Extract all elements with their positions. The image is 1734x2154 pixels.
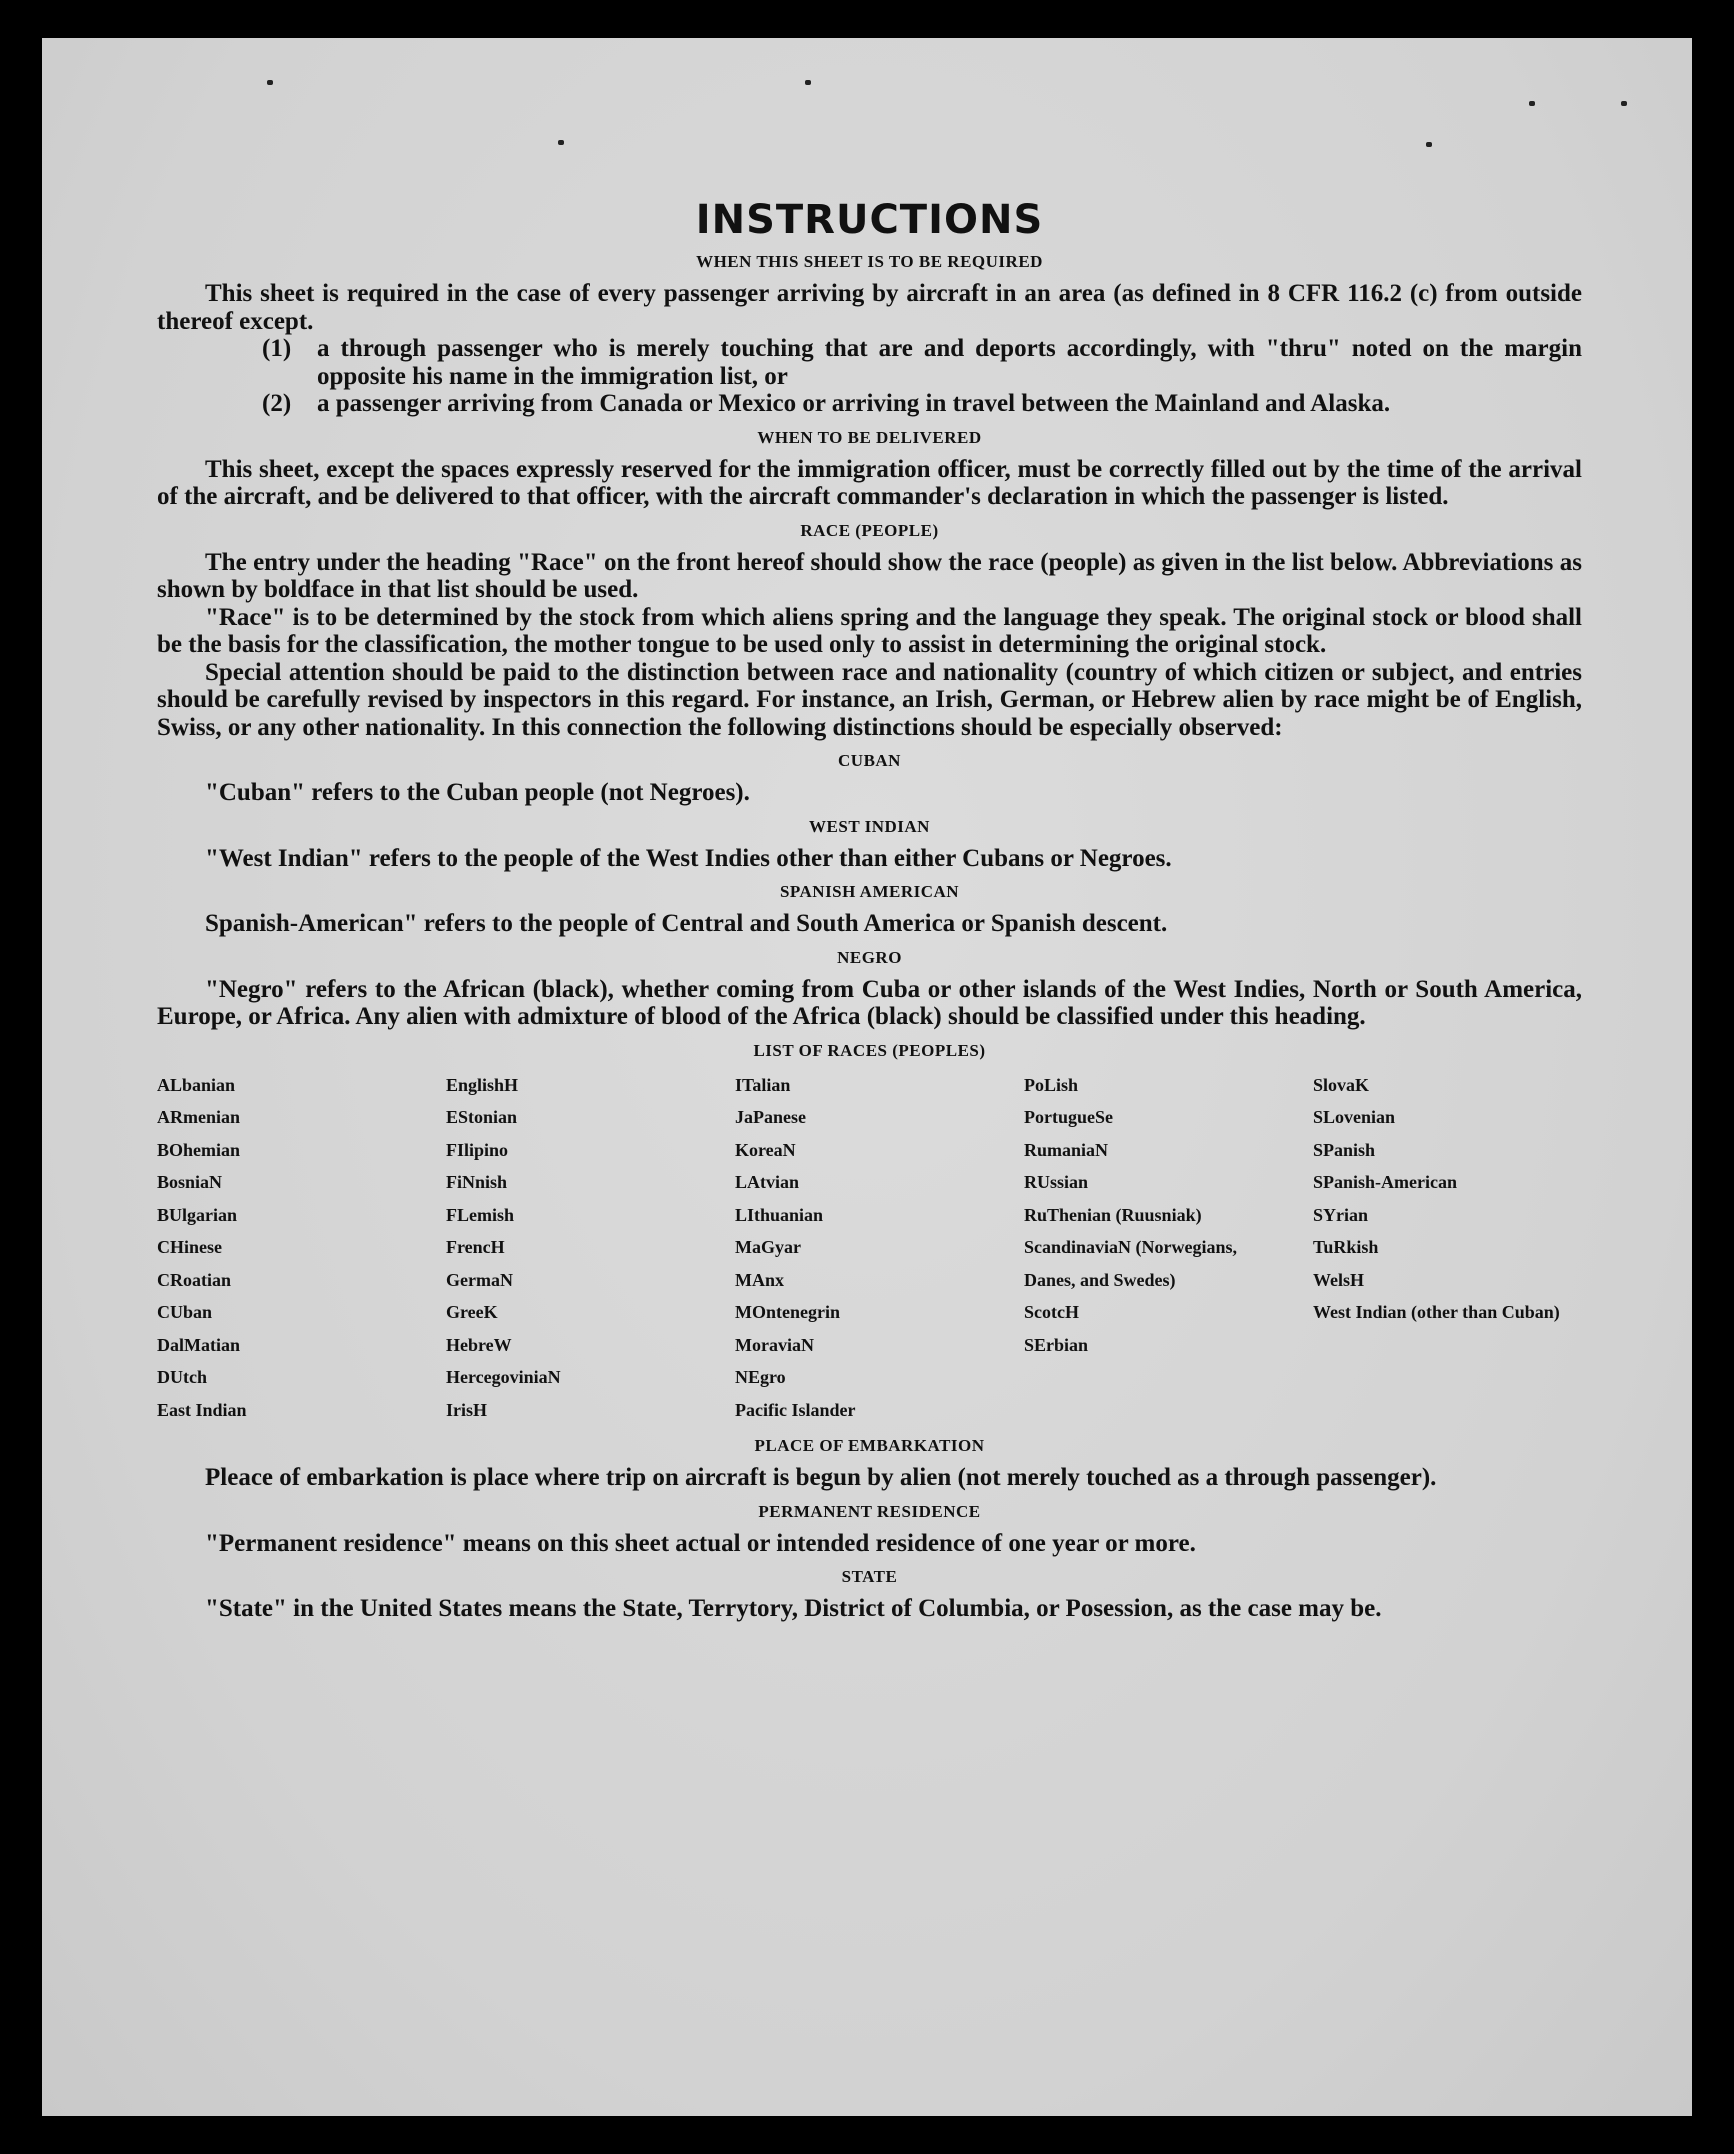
when-required-intro: This sheet is required in the case of every passenger arriving by aircraft in an area (as defined in 8 CFR 116.2 (c) from outside thereof except. bbox=[157, 280, 1582, 335]
race-entry: CUban bbox=[157, 1302, 213, 1322]
race-entry: TuRkish bbox=[1313, 1237, 1379, 1257]
race-entry: ARmenian bbox=[157, 1107, 241, 1127]
when-delivered-text: This sheet, except the spaces expressly reserved for the immigration officer, must be correctly filled out by the time of the arrival of the aircraft, and be delivered to that officer, with the aircraft commander's declaration in which the passenger is listed. bbox=[157, 455, 1582, 510]
race-entry: GermaN bbox=[446, 1269, 513, 1290]
race-entry: LAtvian bbox=[735, 1172, 800, 1192]
race-entry: PoLish bbox=[1024, 1074, 1079, 1095]
race-entry: DalMatian bbox=[157, 1334, 240, 1355]
race-entry: SLovenian bbox=[1313, 1107, 1396, 1127]
ink-speck bbox=[1529, 101, 1535, 106]
race-entry: PortugueSe bbox=[1024, 1107, 1113, 1127]
race-entry: HercegoviniaN bbox=[446, 1367, 561, 1387]
heading-state: STATE bbox=[841, 1567, 898, 1586]
state-text: "State" in the United States means the State, Terrytory, District of Columbia, or Posession, as the case may be. bbox=[205, 1595, 1382, 1622]
cuban-text: "Cuban" refers to the Cuban people (not Negroes). bbox=[205, 779, 750, 806]
race-entry: MaGyar bbox=[735, 1237, 801, 1257]
race-entry: ScotcH bbox=[1024, 1302, 1079, 1322]
document-page bbox=[42, 38, 1692, 2116]
heading-negro: NEGRO bbox=[837, 947, 902, 967]
race-entry: FrencH bbox=[446, 1237, 505, 1257]
instructions-content bbox=[157, 198, 1582, 1623]
race-column bbox=[446, 1069, 715, 1427]
ink-speck bbox=[1621, 101, 1627, 106]
race-entry: MOntenegrin bbox=[735, 1302, 840, 1322]
exception-text: a passenger arriving from Canada or Mexico or arriving in travel between the Mainland and Alaska. bbox=[317, 390, 1391, 417]
exception-number: (1) bbox=[262, 335, 292, 362]
west-indian-text: "West Indian" refers to the people of the West Indies other than either Cubans or Negroes. bbox=[205, 844, 1172, 872]
ink-speck bbox=[1426, 142, 1432, 147]
race-entry: FiNnish bbox=[446, 1172, 508, 1192]
spanish-american-text: Spanish-American" refers to the people of Central and South America or Spanish descent. bbox=[205, 910, 1168, 937]
race-entry: SYrian bbox=[1313, 1204, 1369, 1225]
race-column bbox=[1024, 1069, 1293, 1427]
race-entry: FIlipino bbox=[446, 1139, 509, 1160]
race-entry: DUtch bbox=[157, 1367, 207, 1387]
race-entry: BOhemian bbox=[157, 1139, 241, 1160]
race-entry: Pacific Islander bbox=[735, 1399, 856, 1420]
race-entry: SlovaK bbox=[1313, 1074, 1370, 1095]
race-entry: EnglishH bbox=[446, 1074, 519, 1095]
heading-race: RACE (PEOPLE) bbox=[800, 520, 939, 540]
heading-when-delivered: WHEN TO BE DELIVERED bbox=[757, 427, 982, 447]
race-entry: SPanish-American bbox=[1313, 1172, 1457, 1192]
heading-cuban: CUBAN bbox=[838, 751, 901, 770]
race-column bbox=[157, 1069, 426, 1427]
ink-speck bbox=[805, 80, 811, 85]
race-entry: ScandinaviaN (Norwegians, Danes, and Swedes) bbox=[1024, 1237, 1238, 1290]
race-entry: RUssian bbox=[1024, 1172, 1089, 1192]
race-column bbox=[735, 1069, 1004, 1427]
heading-embarkation: PLACE OF EMBARKATION bbox=[754, 1436, 985, 1455]
race-entry: ALbanian bbox=[157, 1074, 236, 1095]
race-entry: SErbian bbox=[1024, 1334, 1089, 1355]
exception-item-2 bbox=[157, 390, 1582, 418]
race-entry: WelsH bbox=[1313, 1269, 1365, 1290]
embarkation-text: Pleace of embarkation is place where trip on aircraft is begun by alien (not merely touched as a through passenger). bbox=[205, 1464, 1437, 1491]
heading-list-of-races: LIST OF RACES (PEOPLES) bbox=[753, 1040, 986, 1060]
exception-item-1 bbox=[157, 335, 1582, 390]
race-entry: CHinese bbox=[157, 1237, 222, 1257]
race-entry: NEgro bbox=[735, 1367, 786, 1387]
heading-spanish-american: SPANISH AMERICAN bbox=[779, 882, 960, 901]
race-entry: IrisH bbox=[446, 1399, 488, 1420]
race-paragraph-1: The entry under the heading "Race" on the front hereof should show the race (people) as given in the list below. Abbreviations as shown by boldface in that list should be used. bbox=[157, 548, 1582, 603]
negro-text: "Negro" refers to the African (black), whether coming from Cuba or other islands of the West Indies, North or South America, Europe, or Africa. Any alien with admixture of blood of the Africa (black) should be classified under this heading. bbox=[157, 975, 1582, 1030]
race-entry: MAnx bbox=[735, 1269, 784, 1290]
race-entry: CRoatian bbox=[157, 1269, 232, 1290]
race-entry: EStonian bbox=[446, 1107, 518, 1127]
ink-speck bbox=[558, 140, 564, 145]
race-entry: BUlgarian bbox=[157, 1204, 238, 1225]
race-entry: RumaniaN bbox=[1024, 1139, 1109, 1160]
heading-permanent-residence: PERMANENT RESIDENCE bbox=[758, 1501, 981, 1521]
race-entry: West Indian (other than Cuban) bbox=[1313, 1302, 1560, 1322]
race-entry: East Indian bbox=[157, 1399, 247, 1420]
race-entry: LIthuanian bbox=[735, 1204, 824, 1225]
exception-text: a through passenger who is merely touching that are and deports accordingly, with "thru" noted on the margin opposite his name in the immigration list, or bbox=[317, 335, 1582, 390]
race-paragraph-2: "Race" is to be determined by the stock from which aliens spring and the language they speak. The original stock or blood shall be the basis for the classification, the mother tongue to be used only to assist in determining the original stock. bbox=[157, 603, 1582, 658]
race-paragraph-3: Special attention should be paid to the distinction between race and nationality (country of which citizen or subject, and entries should be carefully revised by inspectors in this regard. For instance, an Irish, German, or Hebrew alien by race might be of English, Swiss, or any other nationality. In this connection the following distinctions should be especially observed: bbox=[157, 658, 1582, 741]
race-entry: HebreW bbox=[446, 1334, 512, 1355]
page-title: INSTRUCTIONS bbox=[695, 197, 1044, 243]
race-entry: SPanish bbox=[1313, 1139, 1376, 1160]
ink-speck bbox=[267, 80, 273, 85]
residence-text: "Permanent residence" means on this sheet actual or intended residence of one year or more. bbox=[205, 1529, 1196, 1557]
exception-number: (2) bbox=[262, 390, 292, 417]
race-entry: KoreaN bbox=[735, 1139, 796, 1160]
race-entry: FLemish bbox=[446, 1204, 515, 1225]
race-entry: MoraviaN bbox=[735, 1334, 814, 1355]
race-entry: RuThenian (Ruusniak) bbox=[1024, 1204, 1202, 1225]
list-of-races bbox=[157, 1069, 1582, 1427]
race-column bbox=[1313, 1069, 1582, 1427]
race-entry: BosniaN bbox=[157, 1172, 223, 1192]
race-entry: GreeK bbox=[446, 1302, 498, 1322]
race-entry: JaPanese bbox=[735, 1107, 806, 1127]
heading-west-indian: WEST INDIAN bbox=[809, 816, 930, 836]
race-entry: ITalian bbox=[735, 1074, 791, 1095]
heading-when-required: WHEN THIS SHEET IS TO BE REQUIRED bbox=[696, 252, 1043, 271]
